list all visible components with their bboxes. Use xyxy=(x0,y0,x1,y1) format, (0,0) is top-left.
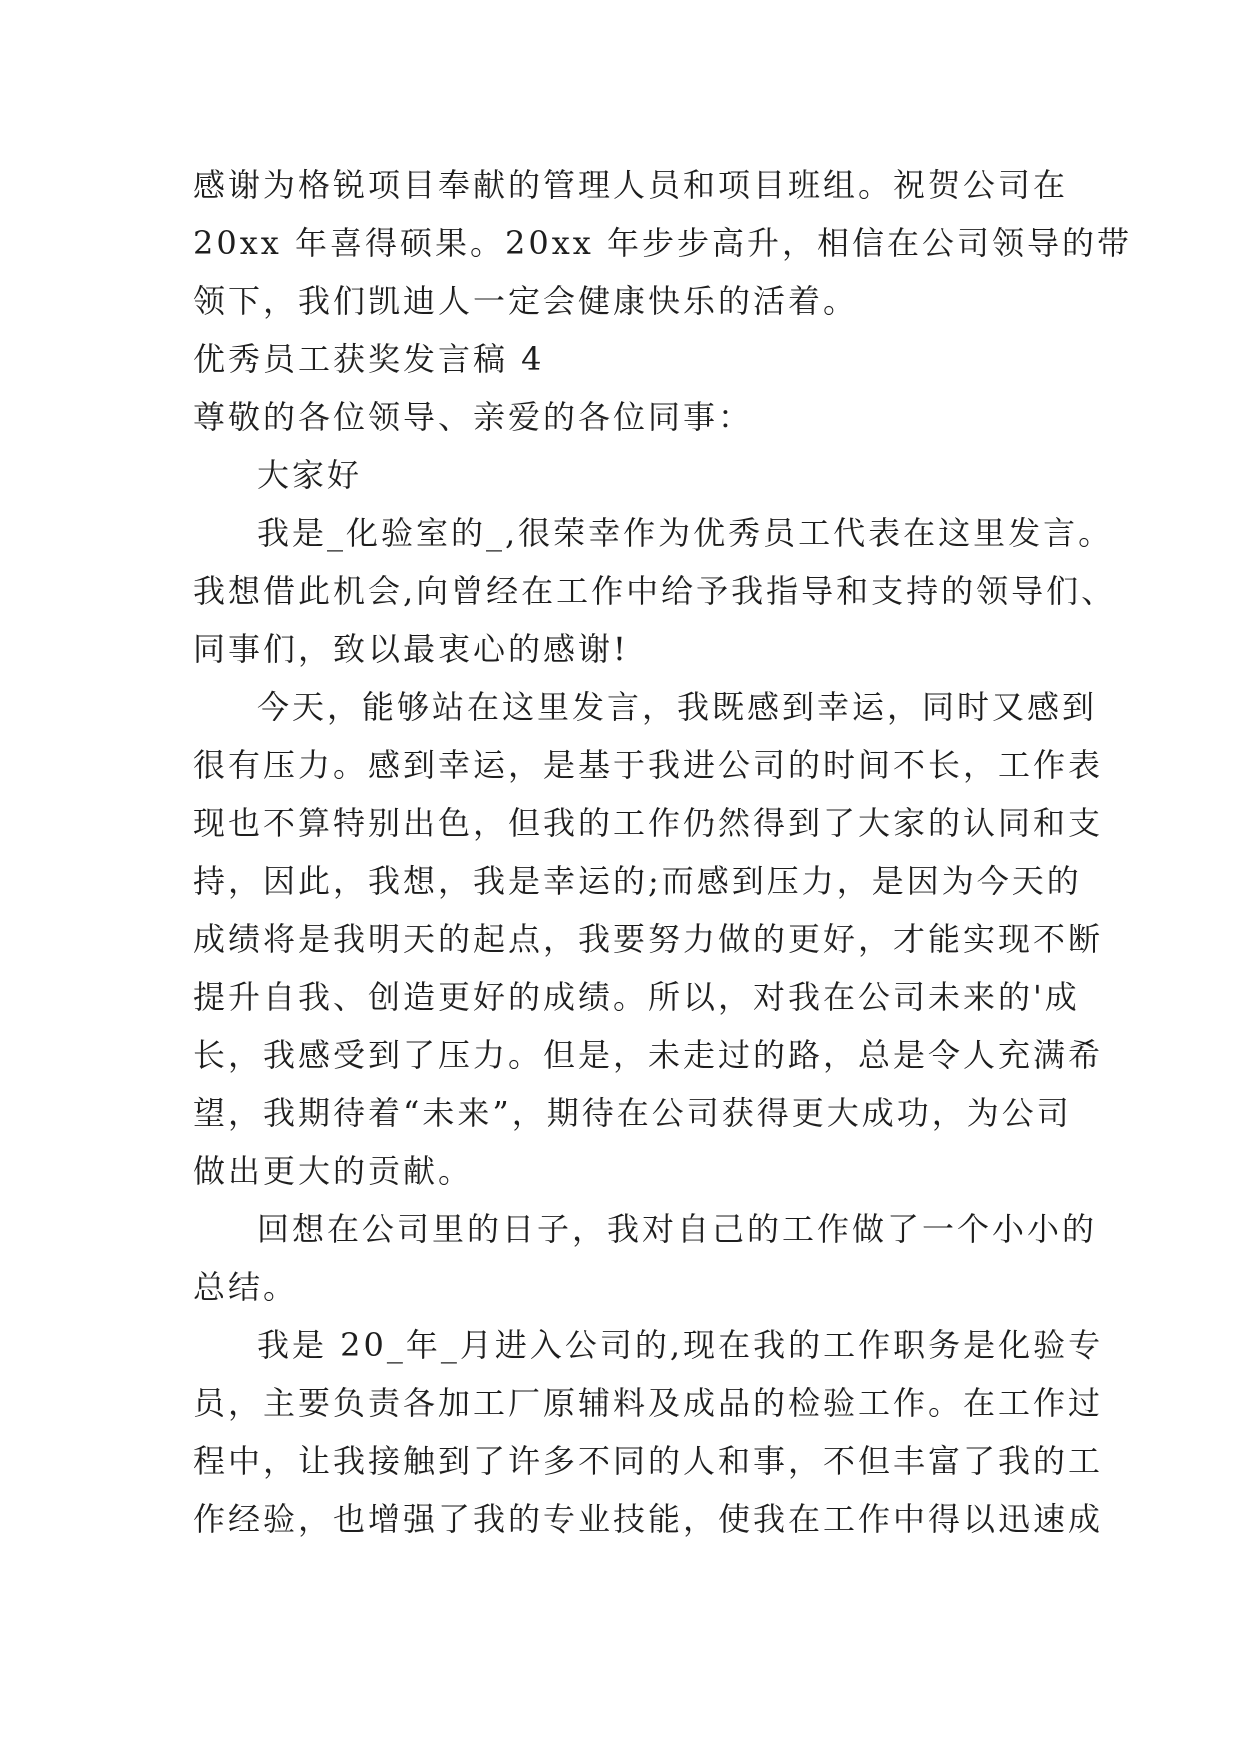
greeting: 大家好 xyxy=(257,456,363,494)
section-heading: 优秀员工获奖发言稿 4 xyxy=(193,340,545,378)
text-line: 成绩将是我明天的起点，我要努力做的更好，才能实现不断 xyxy=(193,920,1104,958)
text-line: 感谢为格锐项目奉献的管理人员和项目班组。祝贺公司在 xyxy=(193,166,1069,204)
text-line: 望，我期待着“未来”，期待在公司获得更大成功，为公司 xyxy=(193,1094,1072,1132)
text-line: 回想在公司里的日子，我对自己的工作做了一个小小的 xyxy=(257,1210,1098,1248)
text-line: 总结。 xyxy=(193,1268,299,1306)
text-line: 今天，能够站在这里发言，我既感到幸运，同时又感到 xyxy=(257,688,1098,726)
text-line: 员，主要负责各加工厂原辅料及成品的检验工作。在工作过 xyxy=(193,1384,1104,1422)
text-line: 20xx 年喜得硕果。20xx 年步步高升，相信在公司领导的带 xyxy=(193,224,1132,262)
text-line: 持，因此，我想，我是幸运的;而感到压力，是因为今天的 xyxy=(193,862,1082,900)
text-line: 同事们，致以最衷心的感谢! xyxy=(193,630,629,668)
text-line: 程中，让我接触到了许多不同的人和事，不但丰富了我的工 xyxy=(193,1442,1104,1480)
text-line: 我是_化验室的_,很荣幸作为优秀员工代表在这里发言。 xyxy=(257,514,1114,552)
text-line: 做出更大的贡献。 xyxy=(193,1152,474,1190)
text-line: 提升自我、创造更好的成绩。所以，对我在公司未来的'成 xyxy=(193,978,1080,1016)
text-line: 长，我感受到了压力。但是，未走过的路，总是令人充满希 xyxy=(193,1036,1104,1074)
text-line: 很有压力。感到幸运，是基于我进公司的时间不长，工作表 xyxy=(193,746,1104,784)
document-body xyxy=(193,156,1132,1548)
text-line: 我想借此机会,向曾经在工作中给予我指导和支持的领导们、 xyxy=(193,572,1117,610)
text-line: 我是 20_年_月进入公司的,现在我的工作职务是化验专 xyxy=(257,1326,1104,1364)
text-line: 现也不算特别出色，但我的工作仍然得到了大家的认同和支 xyxy=(193,804,1104,842)
text-line: 领下，我们凯迪人一定会健康快乐的活着。 xyxy=(193,282,859,320)
salutation: 尊敬的各位领导、亲爱的各位同事： xyxy=(193,398,754,436)
text-line: 作经验，也增强了我的专业技能，使我在工作中得以迅速成 xyxy=(193,1500,1104,1538)
